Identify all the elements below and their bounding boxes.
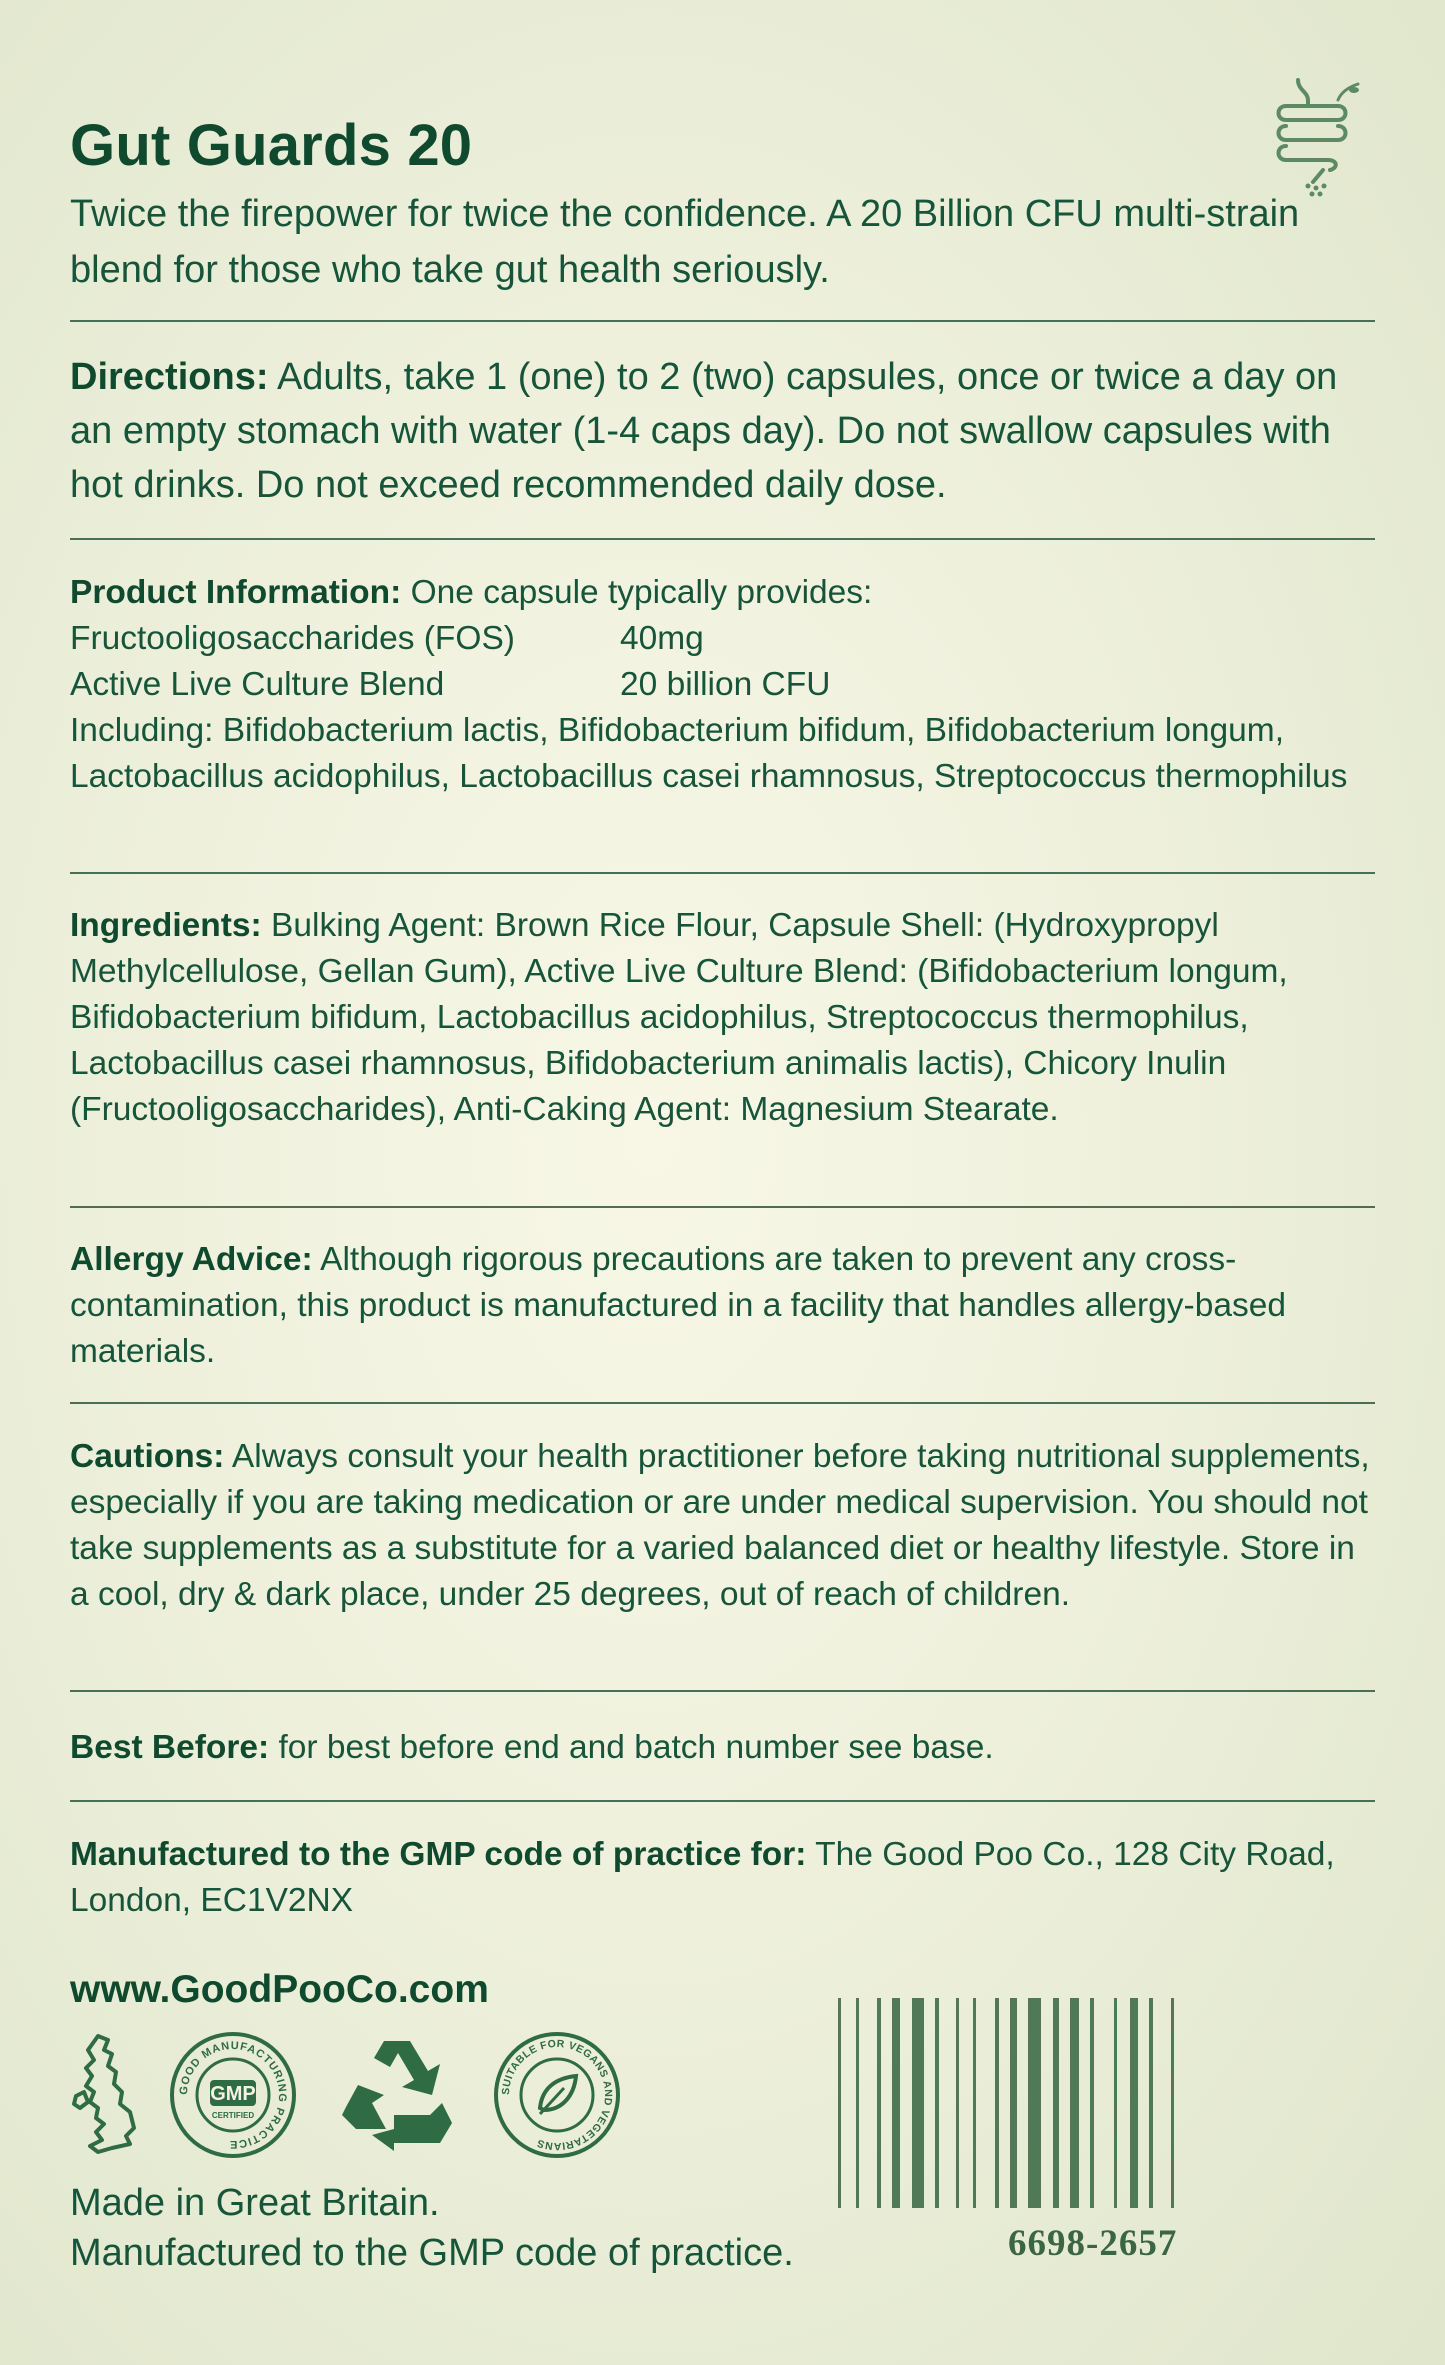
allergy-label: Allergy Advice: bbox=[70, 1241, 313, 1278]
product-tagline: Twice the firepower for twice the confidence. A 20 Billion CFU multi-strain blend for those who take gut health seriously. bbox=[70, 193, 1300, 291]
barcode-number: 6698-2657 bbox=[1008, 2223, 1178, 2264]
divider bbox=[70, 872, 1375, 874]
ingredients-section bbox=[70, 903, 1380, 1133]
vegan-badge-icon bbox=[492, 2030, 622, 2160]
nutrient-amount: 40mg bbox=[620, 620, 704, 657]
nutrient-name: Active Live Culture Blend bbox=[70, 666, 445, 703]
product-information-section bbox=[70, 570, 1380, 800]
gmp-center-text: GMP bbox=[210, 2083, 256, 2105]
best-before-text: for best before end and batch number see base. bbox=[269, 1729, 994, 1766]
directions-label: Directions: bbox=[70, 356, 269, 398]
strains-including: Including: Bifidobacterium lactis, Bifidobacterium bifidum, Bifidobacterium longum, Lactobacillus acidophilus, Lactobacillus casei rhamnosus, Streptococcus thermophilus bbox=[70, 712, 1348, 795]
gmp-statement-text: Manufactured to the GMP code of practice. bbox=[70, 2232, 794, 2274]
barcode-bar bbox=[1010, 1998, 1017, 2208]
gmp-ring-text: GOOD MANUFACTURING PRACTICE bbox=[177, 2039, 289, 2151]
intestine-logo-icon bbox=[1268, 70, 1364, 200]
barcode-bar bbox=[973, 1998, 976, 2208]
divider bbox=[70, 320, 1375, 322]
barcode-bar bbox=[877, 1998, 881, 2208]
directions-text: Adults, take 1 (one) to 2 (two) capsules, once or twice a day on an empty stomach with water (1-4 caps day). Do not swallow capsules with hot drinks. Do not exceed recommended daily dose. bbox=[70, 356, 1338, 506]
product-information-label: Product Information: bbox=[70, 574, 402, 611]
uk-map-icon bbox=[68, 2032, 140, 2158]
made-in-text: Made in Great Britain. bbox=[70, 2182, 440, 2224]
barcode-bar bbox=[1130, 1998, 1138, 2208]
divider bbox=[70, 1402, 1375, 1404]
barcode-bar bbox=[935, 1998, 939, 2208]
manufacturer-label: Manufactured to the GMP code of practice for: bbox=[70, 1836, 807, 1873]
barcode-bar bbox=[1114, 1998, 1117, 2208]
divider bbox=[70, 1690, 1375, 1692]
barcode-bar bbox=[912, 1998, 924, 2208]
product-information-heading bbox=[70, 570, 1380, 616]
website-link[interactable]: www.GoodPooCo.com bbox=[70, 1968, 489, 2011]
certification-icons bbox=[68, 2030, 622, 2160]
product-information-intro: One capsule typically provides: bbox=[401, 574, 873, 611]
nutrient-amount: 20 billion CFU bbox=[620, 666, 831, 703]
allergy-section bbox=[70, 1237, 1380, 1375]
barcode-bar bbox=[956, 1998, 959, 2208]
ingredients-label: Ingredients: bbox=[70, 907, 262, 944]
cautions-label: Cautions: bbox=[70, 1438, 225, 1475]
nutrient-row bbox=[70, 662, 1380, 708]
barcode-bar bbox=[1090, 1998, 1094, 2208]
gmp-badge-icon bbox=[168, 2030, 298, 2160]
product-title: Gut Guards 20 bbox=[70, 113, 473, 178]
barcode-bar bbox=[1070, 1998, 1079, 2208]
barcode-bar bbox=[1171, 1998, 1174, 2208]
barcode-bar bbox=[838, 1998, 841, 2208]
divider bbox=[70, 538, 1375, 540]
divider bbox=[70, 1206, 1375, 1208]
barcode-bar bbox=[892, 1998, 900, 2208]
directions-section bbox=[70, 350, 1380, 512]
cautions-text: Always consult your health practitioner before taking nutritional supplements, especially if you are taking medication or are under medical supervision. You should not take supplements as a substitute for a varied balanced diet or healthy lifestyle. Store in a cool, dry & dark place, under 25 degrees, out of reach of children. bbox=[70, 1438, 1370, 1613]
best-before-label: Best Before: bbox=[70, 1729, 270, 1766]
origin-statement bbox=[70, 2178, 794, 2278]
best-before-section bbox=[70, 1725, 1380, 1771]
recycle-icon bbox=[332, 2033, 462, 2157]
barcode-bar bbox=[1149, 1998, 1153, 2208]
manufacturer-text: The Good Poo Co., 128 City Road, London, EC1V2NX bbox=[70, 1836, 1335, 1919]
barcode-bar bbox=[1053, 1998, 1059, 2208]
allergy-text: Although rigorous precautions are taken to prevent any cross-contamination, this product is manufactured in a facility that handles allergy-based materials. bbox=[70, 1241, 1286, 1370]
nutrient-row bbox=[70, 616, 1380, 662]
vegan-ring-text: SUITABLE FOR VEGANS AND VEGETARIANS bbox=[499, 2037, 615, 2153]
barcode-icon bbox=[838, 1998, 1378, 2208]
gmp-sub-text: CERTIFIED bbox=[211, 2111, 255, 2120]
cautions-section bbox=[70, 1434, 1380, 1618]
barcode-bar bbox=[1028, 1998, 1041, 2208]
ingredients-text: Bulking Agent: Brown Rice Flour, Capsule Shell: (Hydroxypropyl Methylcellulose, Gellan Gum), Active Live Culture Blend: (Bifidobacterium longum, Bifidobacterium bifidum, Lactobacillus acidophilus, Streptococcus thermophilus, Lactobacillus casei rhamnosus, Bifidobacterium animalis lactis), Chicory Inulin (Fructooligosaccharides), Anti-Caking Agent: Magnesium Stearate. bbox=[70, 907, 1288, 1128]
manufacturer-section bbox=[70, 1832, 1370, 1924]
barcode-bar bbox=[856, 1998, 859, 2208]
barcode-bar bbox=[995, 1998, 999, 2208]
nutrient-name: Fructooligosaccharides (FOS) bbox=[70, 620, 515, 657]
divider bbox=[70, 1800, 1375, 1802]
